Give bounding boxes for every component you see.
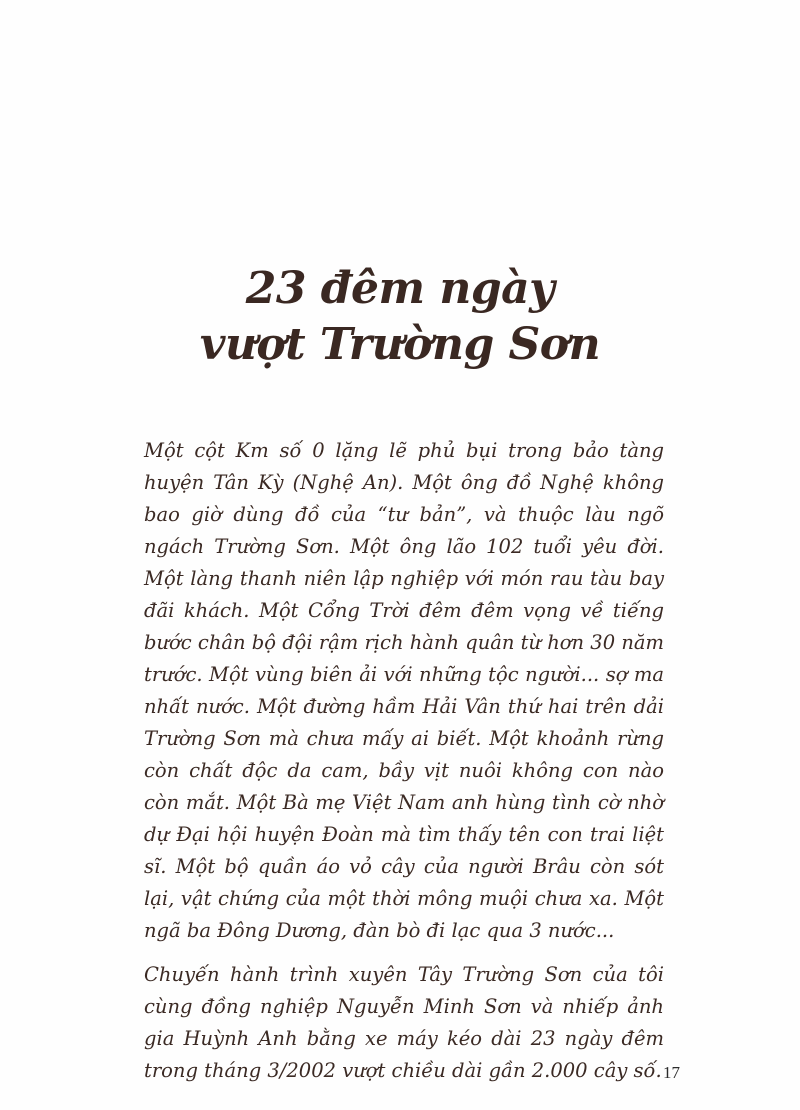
chapter-body	[144, 435, 664, 1087]
chapter-title-line-2: vượt Trường Sơn	[199, 319, 601, 371]
paragraph-1: Một cột Km số 0 lặng lẽ phủ bụi trong bảo tàng huyện Tân Kỳ (Nghệ An). Một ông đồ Nghệ không bao giờ dùng đồ của “tư bản”, và thuộc làu ngõ ngách Trường Sơn. Một ông lão 102 tuổi yêu đời. Một làng thanh niên lập nghiệp với món rau tàu bay đãi khách. Một Cổng Trời đêm đêm vọng về tiếng bước chân bộ đội rậm rịch hành quân từ hơn 30 năm trước. Một vùng biên ải với những tộc người... sợ ma nhất nước. Một đường hầm Hải Vân thứ hai trên dải Trường Sơn mà chưa mấy ai biết. Một khoảnh rừng còn chất độc da cam, bầy vịt nuôi không con nào còn mắt. Một Bà mẹ Việt Nam anh hùng tình cờ nhờ dự Đại hội huyện Đoàn mà tìm thấy tên con trai liệt sĩ. Một bộ quần áo vỏ cây của người Brâu còn sót lại, vật chứng của một thời mông muội chưa xa. Một ngã ba Đông Dương, đàn bò đi lạc qua 3 nước...	[144, 439, 664, 942]
page-number: 17	[663, 1063, 680, 1082]
chapter-title	[0, 261, 800, 373]
paragraph-2: Chuyến hành trình xuyên Tây Trường Sơn của tôi cùng đồng nghiệp Nguyễn Minh Sơn và nhiếp ảnh gia Huỳnh Anh bằng xe máy kéo dài 23 ngày đêm trong tháng 3/2002 vượt chiều dài gần 2.000 cây số.	[144, 963, 664, 1082]
chapter-title-line-1: 23 đêm ngày	[245, 263, 555, 315]
